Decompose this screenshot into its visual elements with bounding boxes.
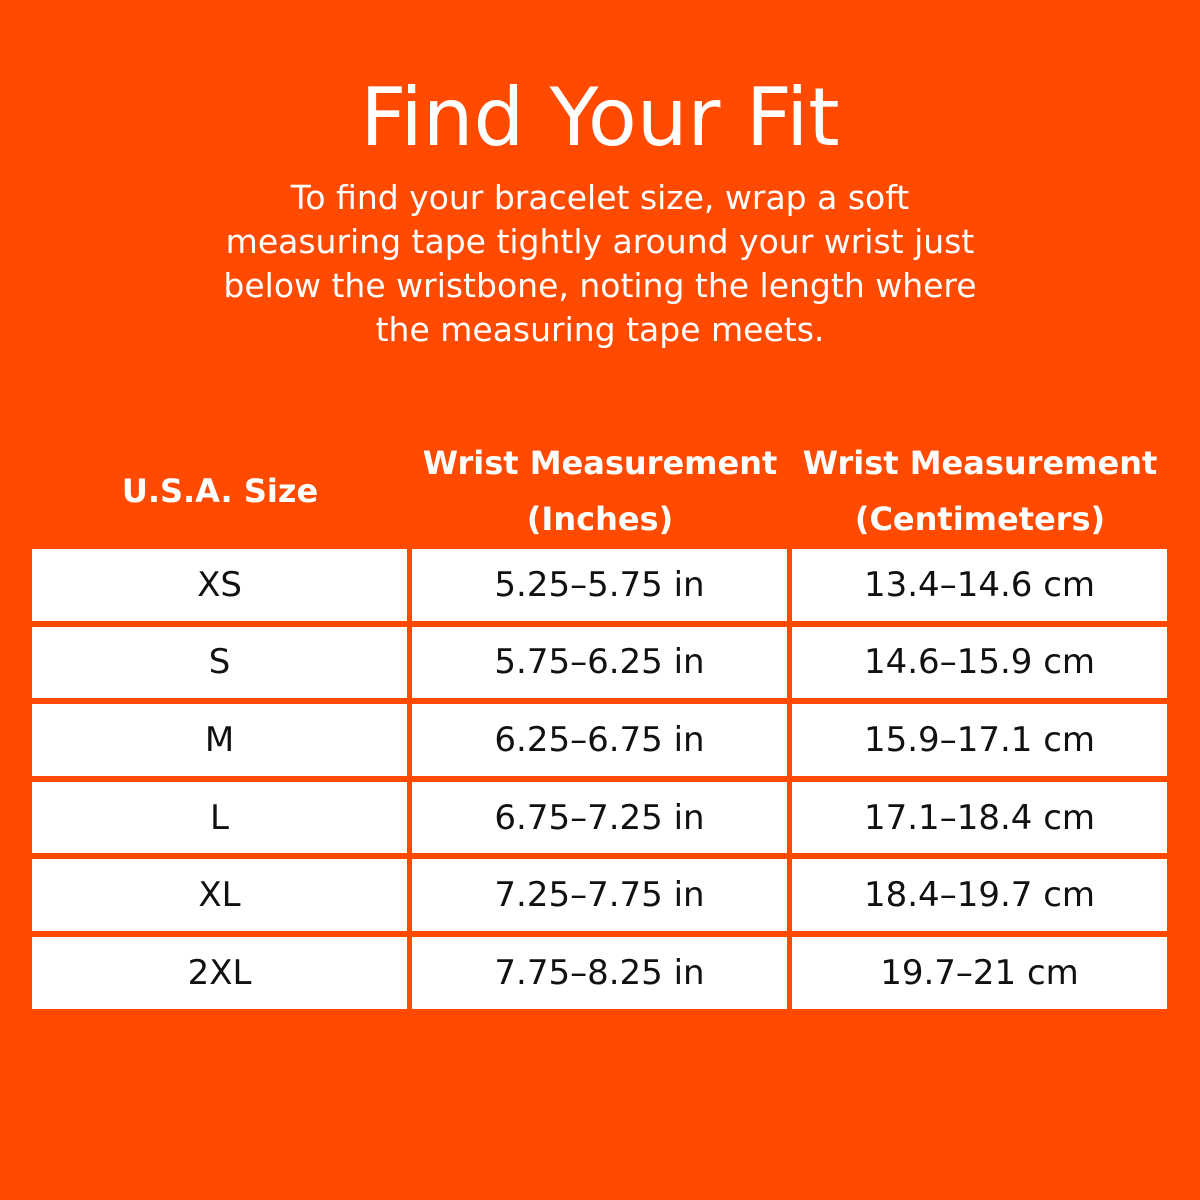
inches-cell: 6.75–7.25 in [410,779,790,857]
column-header-label: Wrist Measurement [422,444,778,482]
column-header-centimeters [790,436,1170,546]
centimeters-cell: 13.4–14.6 cm [790,546,1170,624]
instructions-line: the measuring tape meets. [375,310,825,349]
size-cell: L [30,779,410,857]
inches-cell: 5.75–6.25 in [410,624,790,702]
size-table [30,546,1170,1012]
column-header-unit: (Centimeters) [854,500,1106,538]
page-title: Find Your Fit [360,71,840,164]
inches-cell: 6.25–6.75 in [410,701,790,779]
table-row [30,546,1170,624]
column-header-label: U.S.A. Size [121,472,319,510]
table-row [30,624,1170,702]
size-cell: M [30,701,410,779]
size-table-header [30,436,1170,546]
instructions-line: measuring tape tightly around your wrist just [225,222,975,261]
centimeters-cell: 14.6–15.9 cm [790,624,1170,702]
column-header-inches [410,436,790,546]
size-cell: S [30,624,410,702]
centimeters-cell: 18.4–19.7 cm [790,856,1170,934]
inches-cell: 7.25–7.75 in [410,856,790,934]
instructions-line: To find your bracelet size, wrap a soft [290,178,910,217]
column-header-unit: (Inches) [526,500,674,538]
size-cell: XS [30,546,410,624]
instructions-text [150,176,1050,352]
size-cell: 2XL [30,934,410,1012]
inches-cell: 7.75–8.25 in [410,934,790,1012]
instructions-line: below the wristbone, noting the length where [223,266,977,305]
table-row [30,779,1170,857]
table-row [30,934,1170,1012]
centimeters-cell: 19.7–21 cm [790,934,1170,1012]
column-header-usa-size [30,436,410,546]
inches-cell: 5.25–5.75 in [410,546,790,624]
centimeters-cell: 17.1–18.4 cm [790,779,1170,857]
size-cell: XL [30,856,410,934]
table-row [30,701,1170,779]
table-row [30,856,1170,934]
column-header-label: Wrist Measurement [802,444,1158,482]
centimeters-cell: 15.9–17.1 cm [790,701,1170,779]
